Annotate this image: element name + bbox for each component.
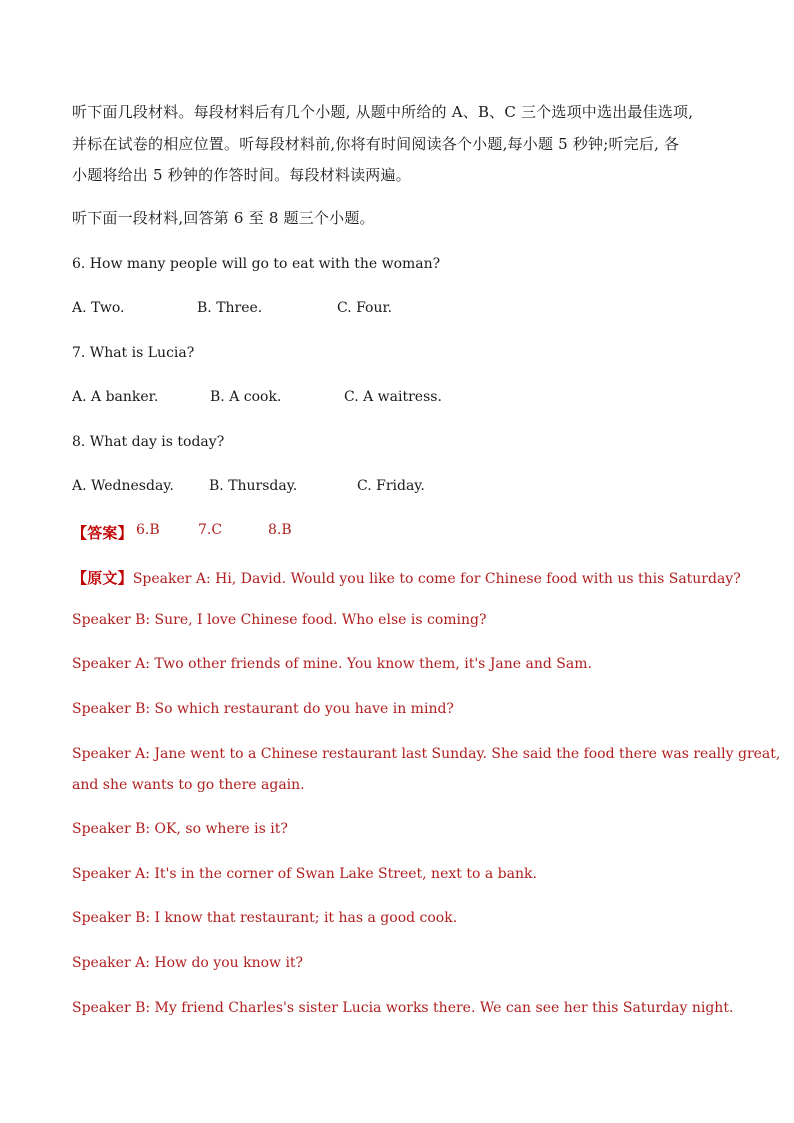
option-8b: B. Thursday. — [209, 478, 298, 494]
transcript-line-1 — [72, 567, 741, 588]
instruction-line-3: 小题将给出 5 秒钟的作答时间。每段材料读两遍。 — [72, 166, 411, 184]
transcript-line-9: Speaker B: I know that restaurant; it has a good cook. — [72, 910, 458, 926]
option-8c: C. Friday. — [357, 478, 425, 494]
instruction-line-2: 并标在试卷的相应位置。听每段材料前,你将有时间阅读各个小题,每小题 5 秒钟;听完后, 各 — [72, 135, 680, 153]
option-7c: C. A waitress. — [344, 389, 442, 405]
answer-6: 6.B — [136, 522, 160, 538]
option-6a: A. Two. — [72, 300, 125, 316]
option-7a: A. A banker. — [72, 389, 159, 405]
transcript-text-1: Speaker A: Hi, David. Would you like to come for Chinese food with us this Saturday? — [132, 571, 741, 587]
transcript-line-6: and she wants to go there again. — [72, 777, 305, 793]
option-6c: C. Four. — [337, 300, 393, 316]
transcript-line-10: Speaker A: How do you know it? — [72, 955, 304, 971]
transcript-line-2: Speaker B: Sure, I love Chinese food. Who else is coming? — [72, 612, 487, 628]
transcript-line-4: Speaker B: So which restaurant do you have in mind? — [72, 701, 454, 717]
transcript-line-8: Speaker A: It's in the corner of Swan Lake Street, next to a bank. — [72, 866, 537, 882]
option-7b: B. A cook. — [210, 389, 282, 405]
instruction-line-1: 听下面几段材料。每段材料后有几个小题, 从题中所给的 A、B、C 三个选项中选出最佳选项, — [72, 103, 694, 121]
transcript-line-11: Speaker B: My friend Charles's sister Lucia works there. We can see her this Saturday night. — [72, 1000, 734, 1016]
answer-8: 8.B — [268, 522, 292, 538]
transcript-line-5: Speaker A: Jane went to a Chinese restaurant last Sunday. She said the food there was really great, — [72, 746, 781, 762]
transcript-label: 【原文】 — [72, 569, 133, 587]
section-intro: 听下面一段材料,回答第 6 至 8 题三个小题。 — [72, 209, 375, 227]
question-8-stem: 8. What day is today? — [72, 434, 225, 450]
option-8a: A. Wednesday. — [72, 478, 174, 494]
question-7-stem: 7. What is Lucia? — [72, 345, 195, 361]
transcript-line-7: Speaker B: OK, so where is it? — [72, 821, 288, 837]
answer-7: 7.C — [198, 522, 223, 538]
transcript-line-3: Speaker A: Two other friends of mine. You know them, it's Jane and Sam. — [72, 656, 592, 672]
question-6-stem: 6. How many people will go to eat with the woman? — [72, 256, 441, 272]
answer-label: 【答案】 — [72, 524, 133, 542]
option-6b: B. Three. — [197, 300, 263, 316]
answer-row — [72, 522, 732, 543]
